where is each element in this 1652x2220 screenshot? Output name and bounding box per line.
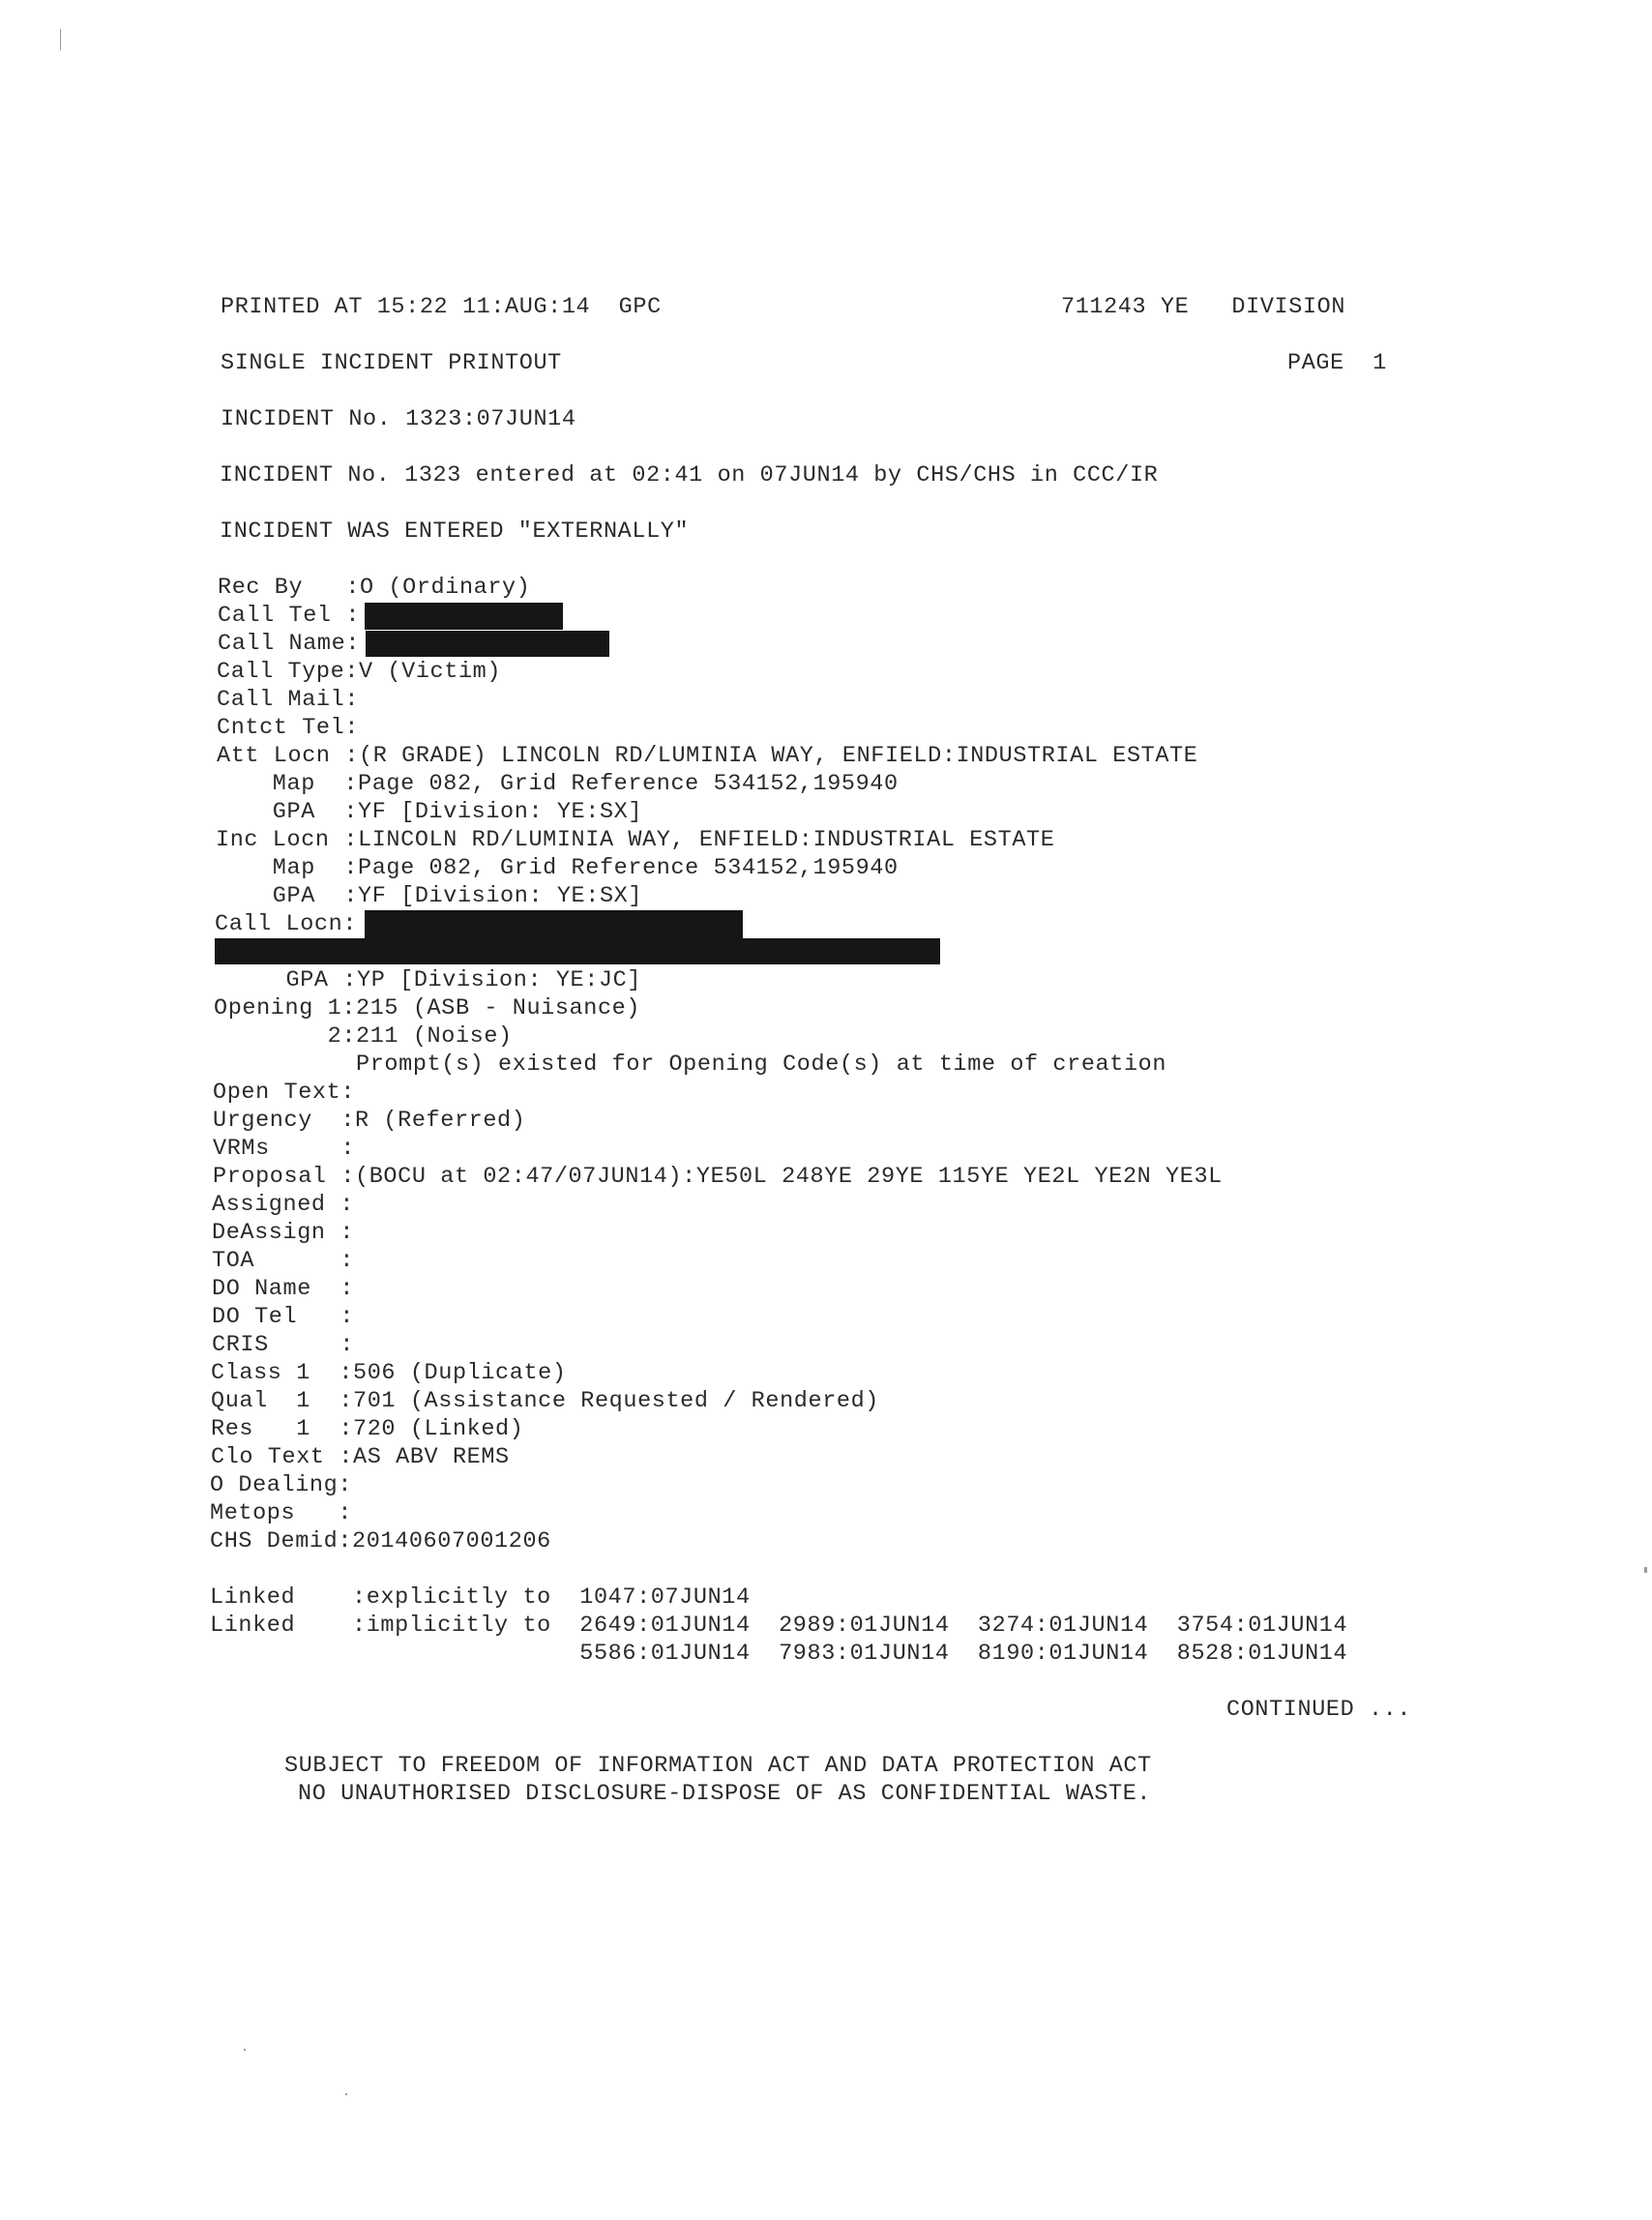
cris-field: CRIS : [212, 1332, 355, 1358]
printed-at-line: PRINTED AT 15:22 11:AUG:14 GPC [221, 294, 662, 320]
incident-entered-line: INCIDENT No. 1323 entered at 02:41 on 07JUN14 by CHS/CHS in CCC/IR [220, 462, 1159, 488]
scan-mark [1644, 1567, 1647, 1573]
vrms-field: VRMs : [213, 1136, 356, 1162]
foi-notice-line-2: NO UNAUTHORISED DISCLOSURE-DISPOSE OF AS CONFIDENTIAL WASTE. [298, 1781, 1152, 1807]
chs-demid-field: CHS Demid:20140607001206 [210, 1528, 551, 1554]
do-tel-field: DO Tel : [212, 1304, 355, 1330]
attended-gpa-field: GPA :YF [Division: YE:SX] [216, 799, 643, 825]
incident-gpa-field: GPA :YF [Division: YE:SX] [216, 883, 643, 909]
scan-mark [345, 2093, 347, 2095]
o-dealing-field: O Dealing: [210, 1472, 353, 1498]
call-name-redaction [366, 631, 609, 657]
scan-mark [244, 2049, 246, 2051]
call-location-redaction-line-2 [215, 938, 940, 964]
metops-field: Metops : [210, 1500, 353, 1526]
call-tel-redaction [365, 603, 563, 630]
incident-map-field: Map :Page 082, Grid Reference 534152,195940 [216, 855, 899, 881]
prompt-note: Prompt(s) existed for Opening Code(s) at time of creation [214, 1051, 1167, 1078]
call-location-field: Call Locn: [215, 911, 358, 937]
deassign-field: DeAssign : [212, 1220, 355, 1246]
foi-notice-line-1: SUBJECT TO FREEDOM OF INFORMATION ACT AND DATA PROTECTION ACT [284, 1753, 1152, 1779]
call-location-gpa-field: GPA :YP [Division: YE:JC] [215, 967, 642, 993]
call-name-field: Call Name: [218, 631, 361, 657]
qualifier-field: Qual 1 :701 (Assistance Requested / Rendered) [211, 1388, 880, 1414]
contact-tel-field: Cntct Tel: [217, 715, 360, 741]
incident-location-field: Inc Locn :LINCOLN RD/LUMINIA WAY, ENFIELD:INDUSTRIAL ESTATE [216, 827, 1055, 853]
assigned-field: Assigned : [212, 1192, 355, 1218]
class-field: Class 1 :506 (Duplicate) [211, 1360, 567, 1386]
do-name-field: DO Name : [212, 1276, 355, 1302]
scan-mark [60, 29, 61, 50]
linked-implicit-row-2: 5586:01JUN14 7983:01JUN14 8190:01JUN14 8528:01JUN14 [210, 1641, 1348, 1667]
continued-marker: CONTINUED ... [1226, 1697, 1412, 1723]
closing-text-field: Clo Text :AS ABV REMS [211, 1444, 510, 1470]
call-location-redaction [365, 910, 743, 938]
proposal-field: Proposal :(BOCU at 02:47/07JUN14):YE50L 248YE 29YE 115YE YE2L YE2N YE3L [213, 1164, 1223, 1190]
open-text-field: Open Text: [213, 1080, 356, 1106]
linked-explicit-row: Linked :explicitly to 1047:07JUN14 [210, 1584, 751, 1611]
opening-code-2: 2:211 (Noise) [214, 1023, 513, 1050]
attended-map-field: Map :Page 082, Grid Reference 534152,195940 [216, 771, 899, 797]
rec-by-field: Rec By :O (Ordinary) [218, 575, 531, 601]
division-reference: 711243 YE DIVISION [1061, 294, 1346, 320]
linked-implicit-row: Linked :implicitly to 2649:01JUN14 2989:01JUN14 3274:01JUN14 3754:01JUN14 [210, 1613, 1348, 1639]
urgency-field: Urgency :R (Referred) [213, 1108, 526, 1134]
call-tel-field: Call Tel : [218, 603, 361, 629]
attended-location-field: Att Locn :(R GRADE) LINCOLN RD/LUMINIA WAY, ENFIELD:INDUSTRIAL ESTATE [217, 743, 1198, 769]
incident-number: INCIDENT No. 1323:07JUN14 [221, 406, 576, 432]
toa-field: TOA : [212, 1248, 355, 1274]
result-field: Res 1 :720 (Linked) [211, 1416, 524, 1442]
call-mail-field: Call Mail: [217, 687, 360, 713]
page-number: PAGE 1 [1287, 350, 1387, 376]
opening-code-1: Opening 1:215 (ASB - Nuisance) [214, 995, 641, 1021]
document-title: SINGLE INCIDENT PRINTOUT [221, 350, 562, 376]
entered-externally-line: INCIDENT WAS ENTERED "EXTERNALLY" [220, 518, 690, 545]
call-type-field: Call Type:V (Victim) [217, 659, 502, 685]
